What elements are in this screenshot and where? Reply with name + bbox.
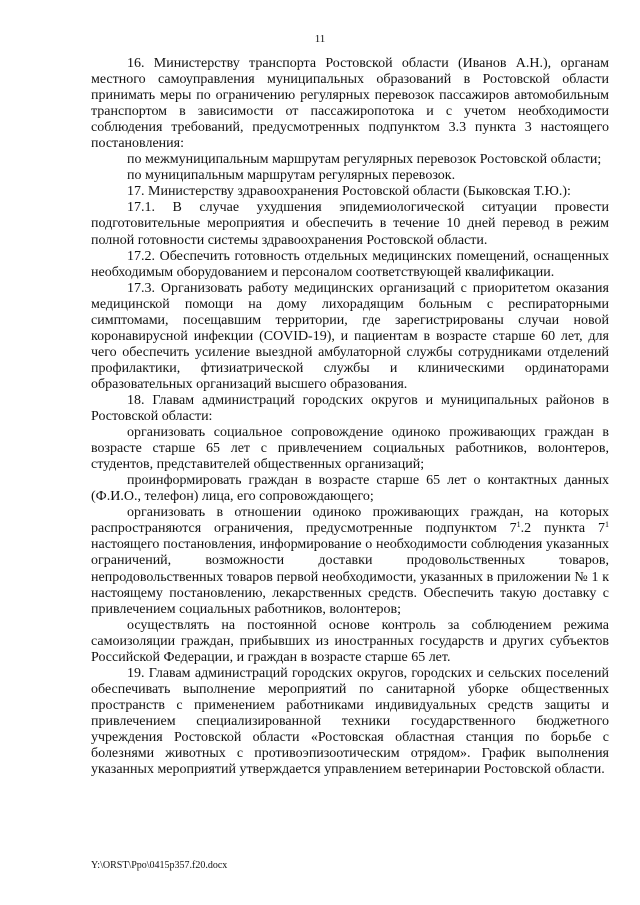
paragraph-19: 19. Главам администраций городских округов, городских и сельских поселений обеспечивать выполнение мероприятий по санитарной уборке общественных пространств с применением работниками индивидуальных средств защиты и привлечением специализированной техники государственного бюджетного учреждения Ростовской области «Ростовская областная станция по борьбе с болезнями животных с противоэпизоотическим отрядом». График выполнения указанных мероприятий утверждается управлением ветеринарии Ростовской области.	[91, 665, 609, 778]
paragraph-18-social-support: организовать социальное сопровождение одиноко проживающих граждан в возрасте старше 65 лет с привлечением социальных работников, волонтеров, студентов, представителей общественных организаций;	[91, 425, 609, 473]
paragraph-16: 16. Министерству транспорта Ростовской области (Иванов А.Н.), органам местного самоуправления муниципальных образований в Ростовской области принимать меры по ограничению регулярных перевозок пассажиров автомобильным транспортом в зависимости от пассажиропотока и с учетом необходимости соблюдения требований, предусмотренных подпунктом 3.3 пункта 3 настоящего постановления:	[91, 56, 609, 152]
paragraph-18-delivery	[91, 505, 609, 617]
paragraph-17-2: 17.2. Обеспечить готовность отдельных медицинских помещений, оснащенных необходимым оборудованием и персоналом соответствующей квалификации.	[91, 248, 609, 280]
paragraph-18-inform-contacts: проинформировать граждан в возрасте старше 65 лет о контактных данных (Ф.И.О., телефон) лица, его сопровождающего;	[91, 473, 609, 505]
paragraph-18-delivery-part2: .2 пункта 7	[520, 521, 605, 537]
paragraph-18-delivery-part1: организовать в отношении одиноко проживающих граждан, на которых распространяются ограничения, предусмотренные подпунктом 7	[91, 505, 609, 537]
paragraph-17-3: 17.3. Организовать работу медицинских организаций с приоритетом оказания медицинской помощи на дому лихорадящим больным с респираторными симптомами, посещавшим территории, где зарегистрированы случаи новой коронавирусной инфекции (COVID-19), и пациентам в возрасте старше 60 лет, для чего обеспечить усиление выездной амбулаторной службы сотрудниками отделений профилактики, фтизиатрической службы и клиническими ординаторами образовательных организаций высшего образования.	[91, 280, 609, 392]
paragraph-18: 18. Главам администраций городских округов и муниципальных районов в Ростовской области:	[91, 392, 609, 425]
file-path-footer: Y:\ORST\Ppo\0415p357.f20.docx	[91, 860, 228, 871]
page-number: 11	[314, 33, 326, 45]
superscript-1: 1	[605, 520, 609, 530]
paragraph-18-control: осуществлять на постоянной основе контроль за соблюдением режима самоизоляции граждан, прибывших из иностранных государств и других субъектов Российской Федерации, и граждан в возрасте старше 65 лет.	[91, 617, 609, 665]
paragraph-16-municipal: по муниципальным маршрутам регулярных перевозок.	[127, 168, 456, 184]
paragraph-17-1: 17.1. В случае ухудшения эпидемиологической ситуации провести подготовительные мероприятия и обеспечить в течение 10 дней перевод в режим полной готовности системы здравоохранения Ростовской области.	[91, 200, 609, 248]
paragraph-17: 17. Министерству здравоохранения Ростовской области (Быковская Т.Ю.):	[127, 184, 571, 200]
paragraph-16-intermunicipal: по межмуниципальным маршрутам регулярных перевозок Ростовской области;	[127, 152, 602, 168]
paragraph-18-delivery-part3: настоящего постановления, информирование о необходимости соблюдения указанных ограничений, возможности доставки продовольственных товаров, непродовольственных товаров первой необходимости, указанных в приложении № 1 к настоящему постановлению, лекарственных средств. Обеспечить такую доставку с привлечением социальных работников, волонтеров;	[91, 537, 609, 617]
superscript-1: 1	[516, 520, 521, 530]
document-body	[91, 56, 609, 778]
